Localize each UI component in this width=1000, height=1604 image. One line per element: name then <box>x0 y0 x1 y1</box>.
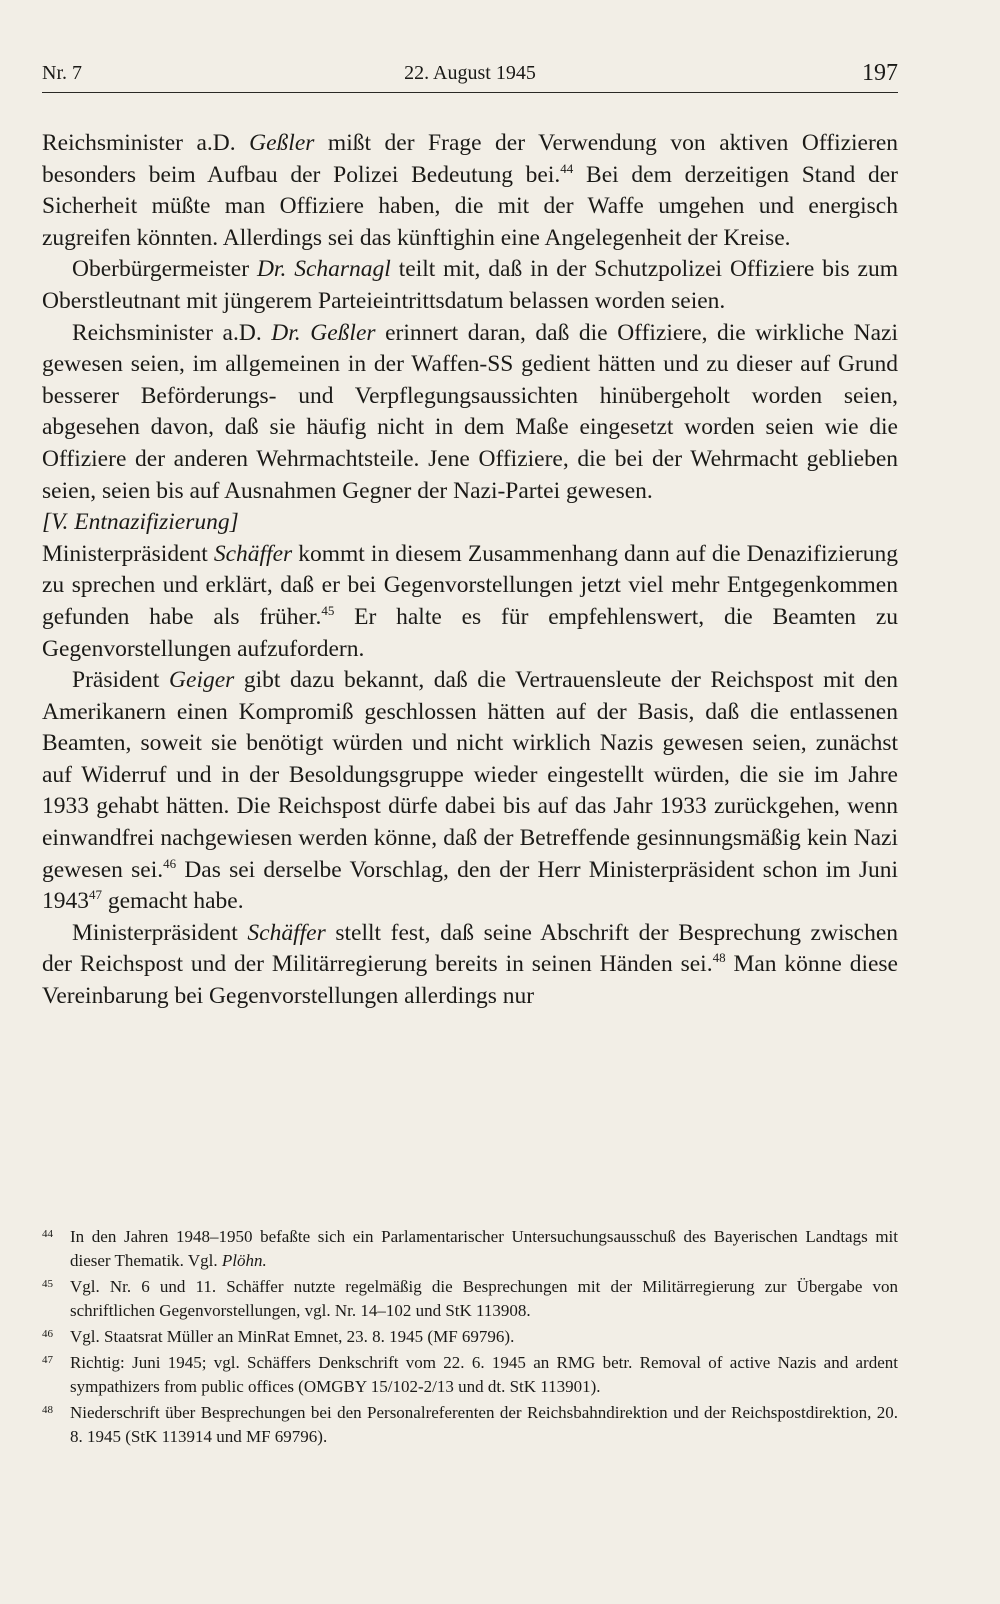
footnote-ref: 46 <box>163 855 177 871</box>
body-text <box>42 128 898 1013</box>
document-number: Nr. 7 <box>42 62 82 84</box>
footnote-number: 46 <box>42 1328 53 1340</box>
speaker-name: Schäffer <box>247 919 326 946</box>
footnote-number: 44 <box>42 1228 53 1240</box>
speaker-name: Geiger <box>169 667 235 694</box>
footnote: 45 Vgl. Nr. 6 und 11. Schäffer nutzte regelmäßig die Besprechungen mit der Militärregierung zur Übergabe von schriftlichen Gegenvorstellungen, vgl. Nr. 14–102 und StK 113908. <box>42 1275 898 1323</box>
section-heading: [V. Entnazifizierung] <box>42 509 239 536</box>
footnotes <box>42 1225 898 1451</box>
footnote-number: 45 <box>42 1278 53 1290</box>
footnote-number: 48 <box>42 1404 53 1416</box>
page-number: 197 <box>862 60 898 86</box>
running-header <box>42 60 898 93</box>
paragraph: Ministerpräsident Schäffer kommt in diesem Zusammenhang dann auf die Denazifizierung zu sprechen und erklärt, daß er bei Gegenvorstellungen jetzt viel mehr Entgegenkommen gefunden habe als früher.$^{45}$ Er halte es für empfehlenswert, die Beamten zu Gegenvorstellungen aufzufordern. <box>42 540 898 662</box>
footnote: 48 Niederschrift über Besprechungen bei den Personalreferenten der Reichsbahndirektion und der Reichspostdirektion, 20. 8. 1945 (StK 113914 und MF 69796). <box>42 1401 898 1449</box>
footnote: 44 In den Jahren 1948–1950 befaßte sich ein Parlamentarischer Untersuchungsausschuß des Bayerischen Landtags mit dieser Thematik. Vgl. Plöhn. <box>42 1225 898 1273</box>
footnote-number: 47 <box>42 1354 53 1366</box>
footnote-ref: 45 <box>321 602 335 618</box>
paragraph: Reichsminister a.D. Geßler mißt der Frage der Verwendung von aktiven Offizieren besonders beim Aufbau der Polizei Bedeutung bei.$^{44}$ Bei dem derzeitigen Stand der Sicherheit müßte man Offiziere haben, die mit der Waffe umgehen und energisch zugreifen könnten. Allerdings sei das künftighin eine Angelegenheit der Kreise. <box>42 130 899 251</box>
paragraph: Präsident Geiger gibt dazu bekannt, daß die Vertrauensleute der Reichspost mit den Amerikanern einen Kompromiß geschlossen hätten auf der Basis, daß die entlassenen Beamten, soweit sie benötigt würden und nicht wirklich Nazis gewesen seien, zunächst auf Widerruf und in der Besoldungsgruppe wieder eingestellt würden, die sie im Jahre 1933 gehabt hätten. Die Reichspost dürfe dabei bis auf das Jahr 1933 zurückgehen, wenn einwandfrei nachgewiesen werden könne, daß der Betreffende gesinnungsmäßig kein Nazi gewesen sei.$^{46}$ Das sei derselbe Vorschlag, den der Herr Ministerpräsident schon im Juni 1943$^{47}$ gemacht habe. <box>42 667 898 915</box>
header-date: 22. August 1945 <box>404 62 536 84</box>
footnote-ref: 48 <box>712 950 726 966</box>
speaker-name: Geßler <box>249 130 315 156</box>
speaker-name: Schäffer <box>213 540 293 567</box>
footnote: 47 Richtig: Juni 1945; vgl. Schäffers Denkschrift vom 22. 6. 1945 an RMG betr. Removal of active Nazis and ardent sympathizers from public offices (OMGBY 15/102-2/13 und dt. StK 113901). <box>42 1351 898 1399</box>
paragraph: Oberbürgermeister Dr. Scharnagl teilt mit, daß in der Schutzpolizei Offiziere bis zum Oberstleutnant mit jüngerem Parteieintrittsdatum belassen worden seien. <box>42 256 898 314</box>
paragraph: Ministerpräsident Schäffer stellt fest, daß seine Abschrift der Besprechung zwischen der Reichspost und der Militärregierung bereits in seinen Händen sei.$^{48}$ Man könne diese Vereinbarung bei Gegenvorstellungen allerdings nur <box>42 919 898 1010</box>
speaker-name: Dr. Scharnagl <box>256 256 391 283</box>
paragraph: Reichsminister a.D. Dr. Geßler erinnert daran, daß die Offiziere, die wirkliche Nazi gewesen seien, im allgemeinen in der Waffen-SS gedient hätten und zu dieser auf Grund besserer Beförderungs- und Verpflegungsaussichten hinübergeholt worden seien, abgesehen davon, daß sie häufig nicht in dem Maße eingesetzt worden seien wie die Offiziere der anderen Wehrmachtsteile. Jene Offiziere, die bei der Wehrmacht geblieben seien, seien bis auf Ausnahmen Gegner der Nazi-Partei gewesen. <box>42 319 898 504</box>
footnote-ref: 44 <box>560 160 574 176</box>
footnote-ref: 47 <box>89 887 102 903</box>
footnote: 46 Vgl. Staatsrat Müller an MinRat Emnet, 23. 8. 1945 (MF 69796). <box>42 1325 898 1349</box>
speaker-name: Dr. Geßler <box>271 319 376 346</box>
